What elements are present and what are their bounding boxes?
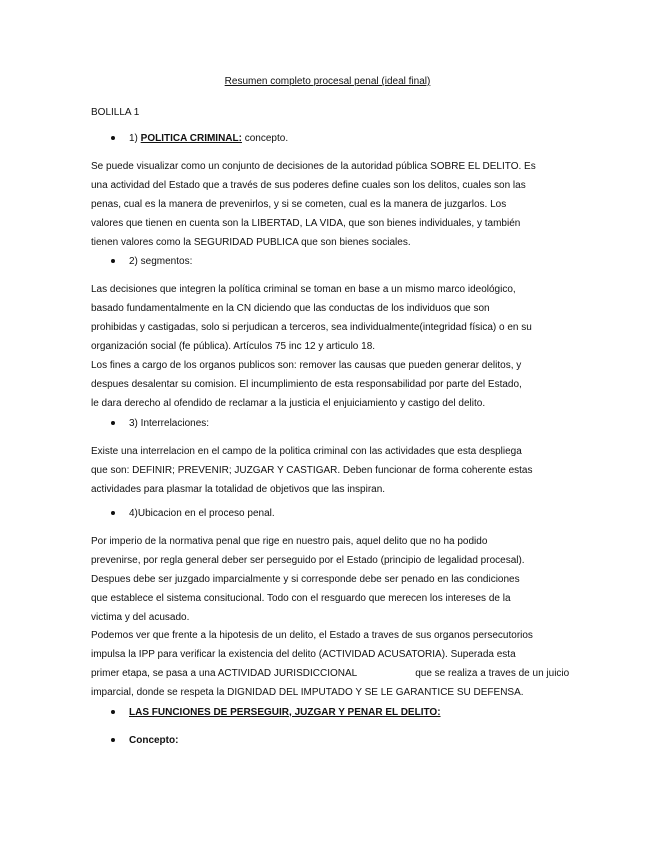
bullet-bold-term: POLITICA CRIMINAL: (140, 132, 242, 144)
text-line: basado fundamentalmente en la CN diciendo que las conductas de los individuos que son (91, 303, 490, 314)
text-line: imparcial, donde se respeta la DIGNIDAD DEL IMPUTADO Y SE LE GARANTICE SU DEFENSA. (91, 687, 524, 698)
text-line: Podemos ver que frente a la hipotesis de un delito, el Estado a traves de sus organos persecutorios (91, 630, 533, 641)
text-line: actividades para plasmar la totalidad de objetivos que las inspiran. (91, 484, 386, 495)
text-line: organización social (fe pública). Artículos 75 inc 12 y articulo 18. (91, 341, 376, 352)
bullet-ubicacion (111, 506, 275, 520)
bullet-text: 2) segmentos: (129, 255, 193, 267)
text-line: Las decisiones que integren la política criminal se toman en base a un mismo marco ideológico, (91, 284, 516, 295)
text-line: que son: DEFINIR; PREVENIR; JUZGAR Y CASTIGAR. Deben funcionar de forma coherente estas (91, 465, 533, 476)
text-line: Despues debe ser juzgado imparcialmente y si corresponde debe ser penado en las condiciones (91, 574, 520, 585)
text-line: Se puede visualizar como un conjunto de decisiones de la autoridad pública SOBRE EL DELITO. Es (91, 161, 536, 172)
bullet-dot-icon (111, 710, 115, 714)
paragraph-fines (91, 356, 591, 413)
paragraph-hipotesis (91, 626, 591, 702)
bullet-politica-criminal (111, 131, 288, 145)
document-title: Resumen completo procesal penal (ideal final) (224, 76, 431, 87)
bullet-concepto (111, 733, 178, 747)
bullet-dot-icon (111, 136, 115, 140)
text-line: Por imperio de la normativa penal que rige en nuestro pais, aquel delito que no ha podido (91, 536, 488, 547)
bullet-funciones (111, 705, 441, 719)
bullet-dot-icon (111, 738, 115, 742)
text-line: Existe una interrelacion en el campo de la politica criminal con las actividades que esta despliega (91, 446, 522, 457)
bullet-text: Concepto: (129, 734, 179, 746)
bullet-prefix: 1) (129, 132, 141, 144)
text-segment: que se realiza a traves de un juicio (415, 668, 570, 679)
bullet-segmentos (111, 254, 192, 268)
bullet-text: 4)Ubicacion en el proceso penal. (129, 507, 275, 519)
text-line: prevenirse, por regla general deber ser perseguido por el Estado (principio de legalidad procesal). (91, 555, 525, 566)
section-heading: BOLILLA 1 (91, 107, 140, 118)
text-line: prohibidas y castigadas, solo si perjudican a terceros, sea individualmente(integridad física) o en su (91, 322, 532, 333)
text-line: impulsa la IPP para verificar la existencia del delito (ACTIVIDAD ACUSATORIA). Superada esta (91, 649, 516, 660)
text-line: valores que tienen en cuenta son la LIBERTAD, LA VIDA, que son bienes individuales, y también (91, 218, 521, 229)
text-line: victima y del acusado. (91, 612, 190, 623)
bullet-dot-icon (111, 511, 115, 515)
bullet-interrelaciones (111, 416, 209, 430)
bullet-dot-icon (111, 421, 115, 425)
paragraph-interrelacion (91, 442, 591, 499)
bullet-text: LAS FUNCIONES DE PERSEGUIR, JUZGAR Y PENAR EL DELITO: (129, 706, 441, 718)
bullet-text: 3) Interrelaciones: (129, 417, 210, 429)
paragraph-imperio (91, 532, 591, 627)
text-line: Los fines a cargo de los organos publicos son: remover las causas que pueden generar delitos, y (91, 360, 522, 371)
paragraph-segmentos (91, 280, 591, 356)
text-segment: primer etapa, se pasa a una ACTIVIDAD JURISDICCIONAL (91, 668, 358, 679)
text-line: una actividad del Estado que a través de sus poderes define cuales son los delitos, cuales son las (91, 180, 526, 191)
text-line: que establece el sistema consitucional. Todo con el resguardo que merecen los intereses de la (91, 593, 511, 604)
bullet-rest: concepto. (241, 132, 289, 144)
text-line: tienen valores como la SEGURIDAD PUBLICA que son bienes sociales. (91, 237, 411, 248)
paragraph-definicion (91, 157, 591, 252)
bullet-dot-icon (111, 259, 115, 263)
text-line-split (91, 664, 591, 683)
text-line: le dara derecho al ofendido de reclamar a la justicia el enjuiciamiento y castigo del delito. (91, 398, 486, 409)
text-line: despues desalentar su comision. El incumplimiento de esta responsabilidad por parte del Estado, (91, 379, 522, 390)
text-line: penas, cual es la manera de prevenirlos, y si se cometen, cual es la manera de juzgarlos. Los (91, 199, 507, 210)
